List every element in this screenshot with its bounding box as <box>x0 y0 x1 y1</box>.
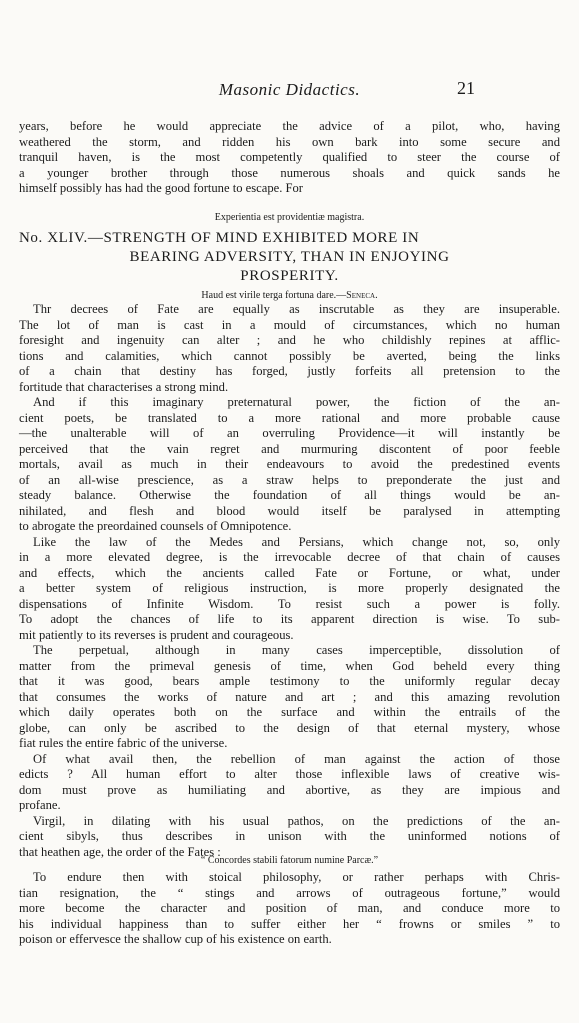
text-line: foresight and ingenuity can alter ; and he who childishly repines at afflic- <box>19 333 560 347</box>
intro-paragraph <box>19 119 560 197</box>
text-line: tranquil haven, is the most competently qualified to steer the course of <box>19 150 560 164</box>
text-line: poison or effervesce the shallow cup of his existence on earth. <box>19 932 332 946</box>
text-line: fiat rules the entire fabric of the universe. <box>19 736 228 750</box>
heading-line: BEARING ADVERSITY, THAN IN ENJOYING <box>129 249 450 265</box>
page-number: 21 <box>457 78 475 98</box>
text-line: fortitude that characterises a strong mind. <box>19 379 229 394</box>
text-line: more become the character and position of man, and conduce more to <box>19 901 560 915</box>
text-line: of a chain that destiny has forged, justly forfeits all pretension to the <box>19 364 560 378</box>
text-line: years, before he would appreciate the advice of a pilot, who, having <box>19 119 560 133</box>
text-line: Thr decrees of Fate are equally as inscrutable as they are insuperable. <box>33 302 560 316</box>
text-line: that it was good, bears ample testimony to the uniformly regular decay <box>19 674 560 688</box>
text-line: perceived that the vain regret and murmuring discontent of poor feeble <box>19 441 560 456</box>
heading-line: No. XLIV.—STRENGTH OF MIND EXHIBITED MORE IN <box>19 230 420 246</box>
motto-text: Haud est virile terga fortuna dare.— <box>201 290 347 301</box>
closing-paragraph <box>19 870 560 948</box>
text-line: steady balance. Otherwise the foundation of all things would be an- <box>19 488 560 502</box>
text-line: a better system of religious instruction, is more properly designated the <box>19 581 560 595</box>
text-line: his individual happiness than to suffer either her “ frowns or smiles ” to <box>19 916 560 931</box>
latin-motto-seneca <box>0 289 579 302</box>
text-line: Like the law of the Medes and Persians, which change not, so, only <box>33 534 560 549</box>
text-line: profane. <box>19 798 61 812</box>
text-line: a younger brother through those numerous shoals and quick sands he <box>19 165 560 180</box>
page-header <box>0 80 579 104</box>
text-line: and effects, which the ancients called Fate or Fortune, or what, under <box>19 565 560 580</box>
text-line: tian resignation, the “ stings and arrows of outrageous fortune,” would <box>19 885 560 900</box>
text-line: globe, can only be ascribed to the design of that eternal mystery, whose <box>19 720 560 735</box>
text-line: cient sibyls, thus describes in unison with the uninformed notions of <box>19 829 560 843</box>
body-text <box>19 302 560 860</box>
text-line: dispensations of Infinite Wisdom. To resist such a power is folly. <box>19 596 560 611</box>
text-line: in a more elevated degree, is the irrevocable decree of that chain of causes <box>19 550 560 564</box>
text-line: himself possibly has had the good fortune to escape. For <box>19 181 304 195</box>
latin-quote-virgil: “ Concordes stabili fatorum numine Parcæ.” <box>200 855 379 866</box>
text-line: cient poets, be translated to a more rational and more probable cause <box>19 410 560 425</box>
text-line: which daily operates both on the surface and within the entrails of the <box>19 705 560 719</box>
text-line: The perpetual, although in many cases imperceptible, dissolution of <box>33 643 560 657</box>
text-line: that consumes the works of nature and art ; and this amazing revolution <box>19 689 560 704</box>
text-line: Of what avail then, the rebellion of man against the action of those <box>33 751 560 766</box>
text-line: Virgil, in dilating with his usual pathos, on the predictions of the an- <box>33 813 560 828</box>
text-line: dom must prove as humiliating and abortive, as they are impious and <box>19 782 560 797</box>
text-line: tions and calamities, which cannot possibly be averted, being the links <box>19 348 560 363</box>
heading-line: PROSPERITY. <box>240 268 339 284</box>
text-line: mortals, avail as much in their endeavours to avoid the predestined events <box>19 457 560 471</box>
text-line: edicts ? All human effort to alter those inflexible laws of creative wis- <box>19 767 560 781</box>
text-line: weathered the storm, and ridden his own bark into some secure and <box>19 134 560 149</box>
motto-attribution: Seneca. <box>346 290 378 301</box>
text-line: matter from the primeval genesis of time, when God beheld every thing <box>19 658 560 673</box>
text-line: mit patiently to its reverses is prudent and courageous. <box>19 627 294 642</box>
text-line: to abrogate the preordained counsels of Omnipotence. <box>19 519 292 533</box>
text-line: nihilated, and flesh and blood would itself be paralysed in attempting <box>19 503 560 518</box>
text-line: of an all-wise prescience, as a straw helps to preponderate the just and <box>19 472 560 487</box>
text-line: that heathen age, the order of the Fates : <box>19 844 221 859</box>
latin-motto-experientia: Experientia est providentiæ magistra. <box>214 212 365 223</box>
text-line: To adopt the chances of life to its apparent direction is wise. To sub- <box>19 612 560 626</box>
running-title: Masonic Didactics. <box>218 80 361 99</box>
text-line: And if this imaginary preternatural power, the fiction of the an- <box>33 395 560 409</box>
section-heading <box>19 229 560 286</box>
text-line: To endure then with stoical philosophy, or rather perhaps with Chris- <box>33 870 560 884</box>
text-line: The lot of man is cast in a mould of circumstances, which no human <box>19 317 560 332</box>
text-line: —the unalterable will of an overruling Providence—it will instantly be <box>19 426 560 440</box>
